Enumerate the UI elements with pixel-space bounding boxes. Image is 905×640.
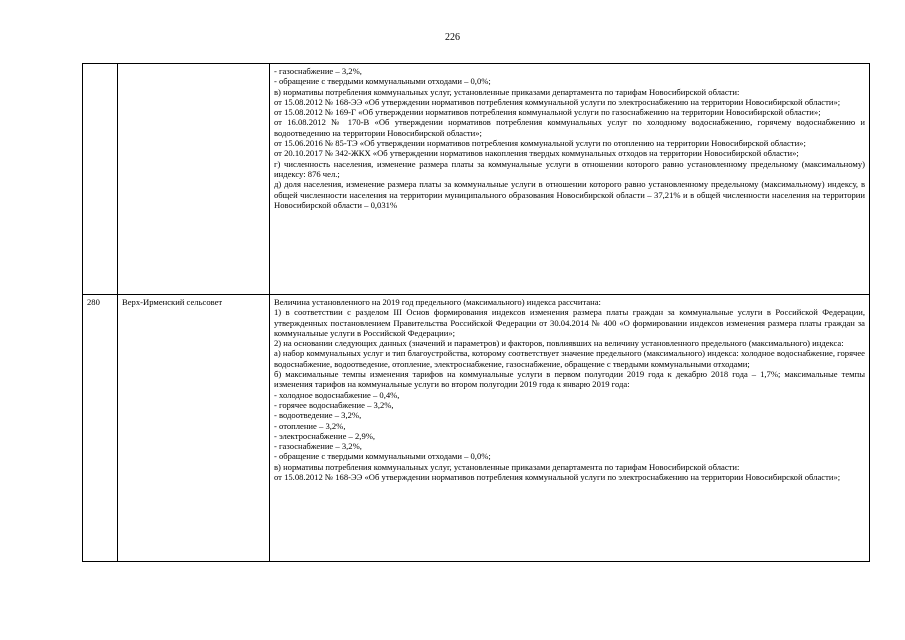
text-line: - обращение с твердыми коммунальными отходами – 0,0%; (274, 76, 491, 87)
text-line: Величина установленного на 2019 год предельного (максимального) индекса рассчитана: (274, 297, 601, 307)
text-line: от 15.08.2012 № 169-Г «Об утверждении нормативов потребления коммунальной услуги по газоснабжению на территории Новосибирской области»; (274, 107, 821, 118)
text-line: - холодное водоснабжение – 0,4%, (274, 389, 400, 400)
municipality-name: Верх-Ирменский сельсовет (118, 295, 270, 562)
page-number: 226 (445, 32, 460, 43)
text-line: - водоотведение – 3,2%, (274, 410, 362, 421)
text-line: от 15.08.2012 № 168-ЭЭ «Об утверждении нормативов потребления коммунальной услуги по электроснабжению на территории Новосибирской области»; (274, 472, 841, 483)
text-line: д) доля населения, изменение размера платы за коммунальные услуги в отношении которого равно установленному предельному (максимальному) индексу, в общей численности населения на территории муниципального образования Новосибирской области – 37,21% и в общей численности населения на территории Новосибирской области – 0,031% (274, 179, 865, 210)
text-line: 1) в соответствии с разделом III Основ формирования индексов изменения размера платы граждан за коммунальные услуги в Российской Федерации, утвержденных постановлением Правительства Российской Федерации от 30.04.2014 № 400 «О формировании индексов изменения размера платы граждан за коммунальные услуги в Российской Федерации»; (274, 307, 865, 338)
text-line: - отопление – 3,2%, (274, 420, 346, 431)
text-line: от 15.06.2016 № 85-ТЭ «Об утверждении нормативов потребления коммунальной услуги по отоплению на территории Новосибирской области»; (274, 138, 806, 149)
text-line: от 20.10.2017 № 342-ЖКХ «Об утверждении нормативов накопления твердых коммунальных отходов на территории Новосибирской области»; (274, 148, 799, 159)
text-line: - обращение с твердыми коммунальными отходами – 0,0%; (274, 451, 491, 462)
text-line: 2) на основании следующих данных (значений и параметров) и факторов, повлиявших на величину установленного предельного (максимального) индекса: (274, 338, 844, 349)
municipality-name (118, 64, 270, 295)
row-number: 280 (83, 295, 118, 562)
text-line: от 16.08.2012 № 170-В «Об утверждении нормативов потребления коммунальных услуг по холодному водоснабжению, горячему водоснабжению и водоотведению на территории Новосибирской области»; (274, 117, 865, 138)
row-number (83, 64, 118, 295)
text-line: в) нормативы потребления коммунальных услуг, установленные приказами департамента по тарифам Новосибирской области: (274, 461, 740, 472)
row-description (270, 295, 870, 562)
text-line: г) численность населения, изменение размера платы за коммунальные услуги в отношении которого равно установленному предельному (максимальному) индексу: 876 чел.; (274, 158, 865, 179)
text-line: б) максимальные темпы изменения тарифов на коммунальные услуги в первом полугодии 2019 года к декабрю 2018 года – 1,7%; максимальные темпы изменения тарифов на коммунальные услуги во втором полугодии 2019 года к январю 2019 года: (274, 369, 865, 390)
text-line: в) нормативы потребления коммунальных услуг, установленные приказами департамента по тарифам Новосибирской области: (274, 86, 740, 97)
text-line: - горячее водоснабжение – 3,2%, (274, 399, 394, 410)
text-line: - электроснабжение – 2,9%, (274, 430, 376, 441)
table-row (83, 295, 870, 562)
text-line: а) набор коммунальных услуг и тип благоустройства, которому соответствует значение предельного (максимального) индекса: холодное водоснабжение, горячее водоснабжение, водоотведение, отопление, электроснабжение, газоснабжение, обращение с твердыми коммунальными отходами; (274, 348, 865, 369)
table-row (83, 64, 870, 295)
text-line: от 15.08.2012 № 168-ЭЭ «Об утверждении нормативов потребления коммунальной услуги по электроснабжению на территории Новосибирской области»; (274, 96, 841, 107)
row-description (270, 64, 870, 295)
text-line: - газоснабжение – 3,2%, (274, 66, 362, 76)
text-line: - газоснабжение – 3,2%, (274, 441, 362, 452)
tariff-table (82, 63, 870, 562)
